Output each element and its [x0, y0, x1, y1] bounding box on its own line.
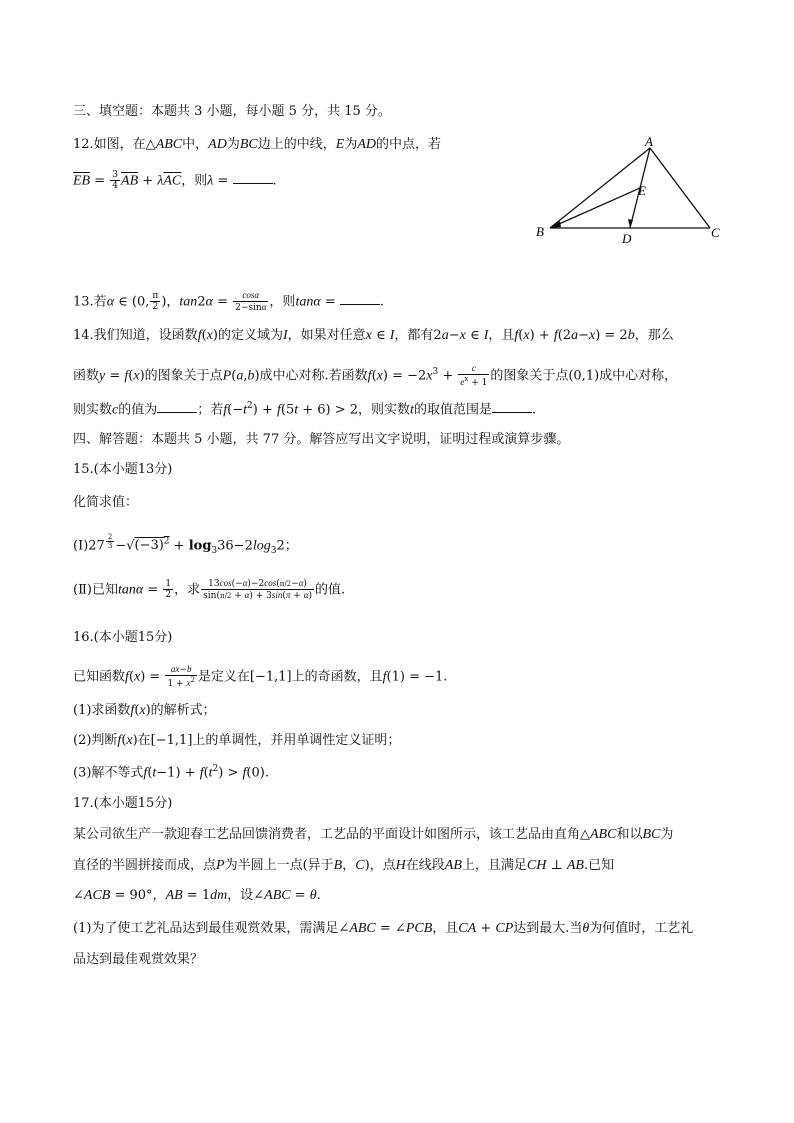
- question-17-part1-line1: (1)为了使工艺礼品达到最佳观赏效果，需满足∠ABC = ∠PCB，且CA + CP达到最大.当θ为何值时，工艺礼: [73, 921, 694, 936]
- question-17-line2: 直径的半圆拼接而成，点P为半圆上一点(异于B，C)，点H在线段AB上，且满足CH ⊥ AB.已知: [73, 858, 615, 873]
- triangle-figure: [530, 128, 730, 248]
- question-16-intro: 已知函数f(x) = $\frac{ax-b}{1 + x^2}$ 是定义在[−1,1]上的奇函数，且f(1) = −1.: [73, 664, 448, 690]
- question-15-part1: (Ⅰ)27 $^{\frac{2}{3}}$ $-√(-3)^2 + \log_336-2\log_32$；: [73, 533, 298, 556]
- question-15-intro: 化简求值：: [73, 495, 139, 510]
- question-16-part2: (2)判断f(x)在[−1,1]上的单调性，并用单调性定义证明；: [73, 733, 401, 748]
- question-15-part2: (Ⅱ)已知tanα = $\frac{1}{2}$ ，求 $\frac{13\cos(-\alpha)-2\cos(\pi/2-\alpha)}{\sin(\pi/2 + \alpha) + 3\sin(\pi + \alpha)}$ 的值.: [73, 578, 346, 602]
- figure-label-b: B: [536, 224, 544, 239]
- question-16-part1: (1)求函数f(x)的解析式；: [73, 703, 216, 718]
- question-16-title: 16.(本小题15分): [73, 630, 173, 645]
- question-13: 13.若α ∈ (0, $\frac{\pi}{2}$ )，tan2α = $\frac{\cos\alpha}{2-\sin\alpha}$ ，则tanα = .: [73, 290, 384, 314]
- question-12-line2: $\overline{EB}$ = $\frac{3}{4}$ $\overline{AB} + \lambda\overline{AC}$，则λ = .: [73, 170, 277, 192]
- question-14-line1: 14.我们知道，设函数f(x)的定义域为I，如果对任意x ∈ I，都有2a−x ∈ I，且f(x) + f(2a−x) = 2b，那么: [73, 328, 674, 343]
- figure-label-c: C: [711, 225, 720, 240]
- question-16-part3: (3)解不等式$f(t-1) + f(t^2) > f(0)$.: [73, 764, 269, 781]
- question-17-line3: ∠ACB = 90°，AB = 1dm，设∠ABC = θ.: [73, 888, 321, 903]
- section-4-heading: 四、解答题：本题共 5 小题，共 77 分。解答应写出文字说明，证明过程或演算步骤。: [73, 432, 570, 447]
- question-17-line1: 某公司欲生产一款迎春工艺品回馈消费者，工艺品的平面设计如图所示，该工艺品由直角△ABC和以BC为: [73, 827, 674, 842]
- section-3-heading: 三、填空题：本题共 3 小题，每小题 5 分，共 15 分。: [73, 104, 391, 119]
- question-14-line2: 函数y = f(x)的图象关于点P(a,b)成中心对称.若函数$f(x) = -2x^3$ + $\frac{c}{e^x + 1}$ 的图象关于点(0,1)成中心对称，: [73, 363, 678, 389]
- question-15-title: 15.(本小题13分): [73, 462, 173, 477]
- question-17-title: 17.(本小题15分): [73, 796, 173, 811]
- figure-label-d: D: [622, 231, 632, 246]
- figure-label-e: E: [638, 183, 646, 198]
- question-17-part1-line2: 品达到最佳观赏效果？: [73, 952, 204, 967]
- question-12-line1: 12.如图，在△ABC中，AD为BC边上的中线，E为AD的中点，若: [73, 137, 442, 152]
- figure-label-a: A: [645, 134, 653, 149]
- question-14-line3: 则实数c的值为 ；若$f(-t^2) + f(5t + 6) > 2$，则实数t的取值范围是 .: [73, 401, 537, 418]
